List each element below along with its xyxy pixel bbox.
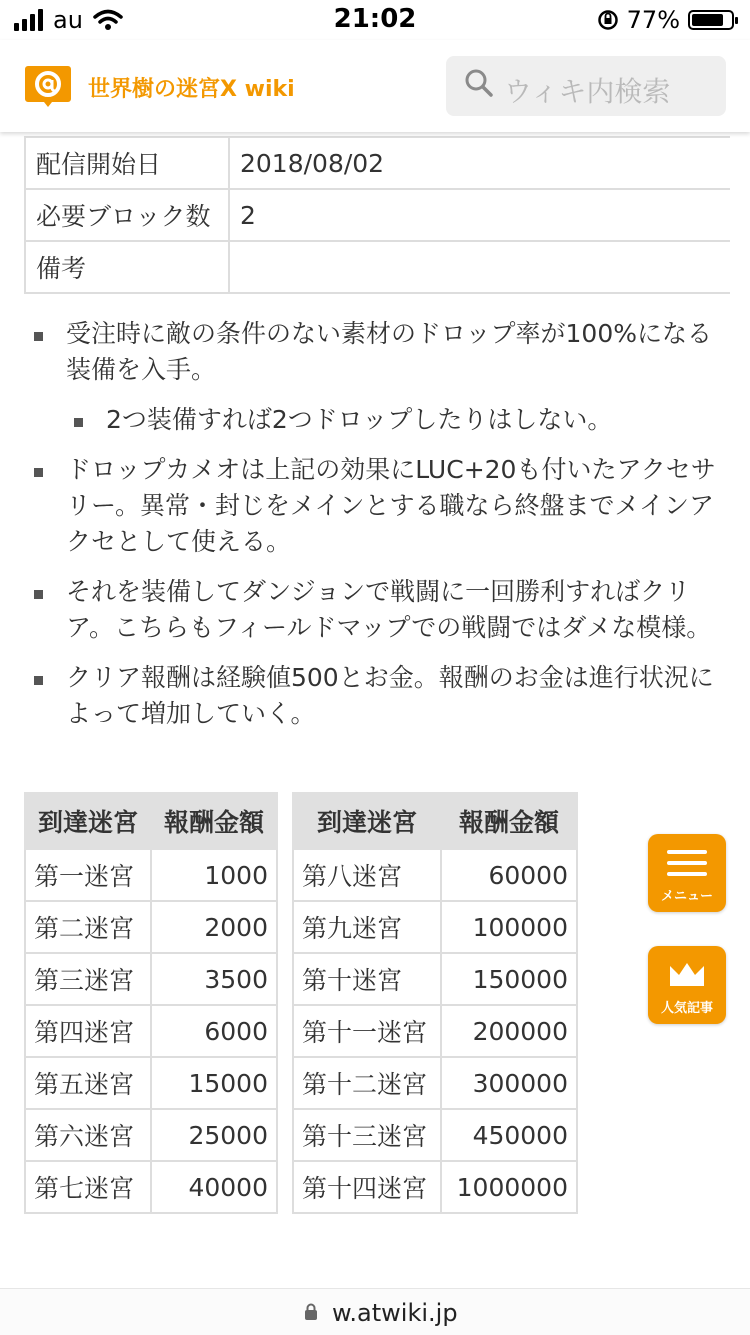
reward-cell: 100000 [441,901,577,953]
maze-cell: 第十四迷宮 [293,1161,441,1213]
list-item: 受注時に敵の条件のない素材のドロップ率が100%になる装備を入手。 [34,316,724,388]
site-logo-icon[interactable] [24,64,72,108]
maze-cell: 第十一迷宮 [293,1005,441,1057]
maze-cell: 第五迷宮 [25,1057,151,1109]
table-header-row [25,793,577,849]
list-item-sub: 2つ装備すれば2つドロップしたりはしない。 [74,402,724,438]
popular-button-label: 人気記事 [660,1001,713,1016]
reward-cell: 1000 [151,849,277,901]
table-row [25,849,577,901]
search-placeholder: ウィキ内検索 [504,75,671,108]
list-item: ドロップカメオは上記の効果にLUC+20も付いたアクセサリー。異常・封じをメインとする職なら終盤までメインアクセとして使える。 [34,452,724,560]
search-icon [464,68,494,98]
table-row [25,241,730,293]
maze-cell: 第七迷宮 [25,1161,151,1213]
maze-cell: 第六迷宮 [25,1109,151,1161]
column-header-reward: 報酬金額 [441,793,577,849]
search-input[interactable] [446,56,726,116]
table-row [25,189,730,241]
clock: 21:02 [333,4,417,34]
reward-cell: 450000 [441,1109,577,1161]
lock-icon [304,1303,318,1321]
table-row [25,901,577,953]
info-label: 配信開始日 [25,137,229,189]
menu-button[interactable] [648,834,726,912]
table-row [25,137,730,189]
crown-icon [667,960,707,990]
status-bar [0,0,750,40]
menu-button-label: メニュー [660,889,713,904]
table-row [25,1005,577,1057]
reward-table [24,792,578,1214]
list-item: それを装備してダンジョンで戦闘に一回勝利すればクリア。こちらもフィールドマップでの戦闘ではダメな模様。 [34,574,724,646]
info-value: 2018/08/02 [229,137,730,189]
table-row [25,1109,577,1161]
maze-cell: 第十迷宮 [293,953,441,1005]
browser-url-bar[interactable] [0,1288,750,1335]
info-label: 必要ブロック数 [25,189,229,241]
reward-cell: 40000 [151,1161,277,1213]
column-header-maze: 到達迷宮 [25,793,151,849]
carrier-label: au [53,6,83,34]
maze-cell: 第十三迷宮 [293,1109,441,1161]
battery-icon [688,10,734,30]
reward-cell: 15000 [151,1057,277,1109]
rotation-lock-icon [597,9,619,31]
column-header-reward: 報酬金額 [151,793,277,849]
column-header-maze: 到達迷宮 [293,793,441,849]
table-row [25,1057,577,1109]
reward-cell: 1000000 [441,1161,577,1213]
info-value [229,241,730,293]
reward-cell: 150000 [441,953,577,1005]
reward-cell: 6000 [151,1005,277,1057]
maze-cell: 第三迷宮 [25,953,151,1005]
maze-cell: 第九迷宮 [293,901,441,953]
battery-percent: 77% [626,6,680,34]
info-label: 備考 [25,241,229,293]
site-title[interactable]: 世界樹の迷宮X wiki [88,77,295,102]
reward-cell: 2000 [151,901,277,953]
url-text: w.atwiki.jp [332,1299,458,1327]
info-table [24,136,730,294]
notes-list [34,316,724,746]
site-header [0,40,750,132]
maze-cell: 第一迷宮 [25,849,151,901]
maze-cell: 第八迷宮 [293,849,441,901]
reward-cell: 25000 [151,1109,277,1161]
reward-cell: 60000 [441,849,577,901]
maze-cell: 第二迷宮 [25,901,151,953]
reward-cell: 300000 [441,1057,577,1109]
hamburger-icon [667,850,707,876]
maze-cell: 第十二迷宮 [293,1057,441,1109]
table-row [25,1161,577,1213]
maze-cell: 第四迷宮 [25,1005,151,1057]
info-value: 2 [229,189,730,241]
reward-cell: 3500 [151,953,277,1005]
table-row [25,953,577,1005]
reward-cell: 200000 [441,1005,577,1057]
list-item: クリア報酬は経験値500とお金。報酬のお金は進行状況によって増加していく。 [34,660,724,732]
popular-articles-button[interactable] [648,946,726,1024]
